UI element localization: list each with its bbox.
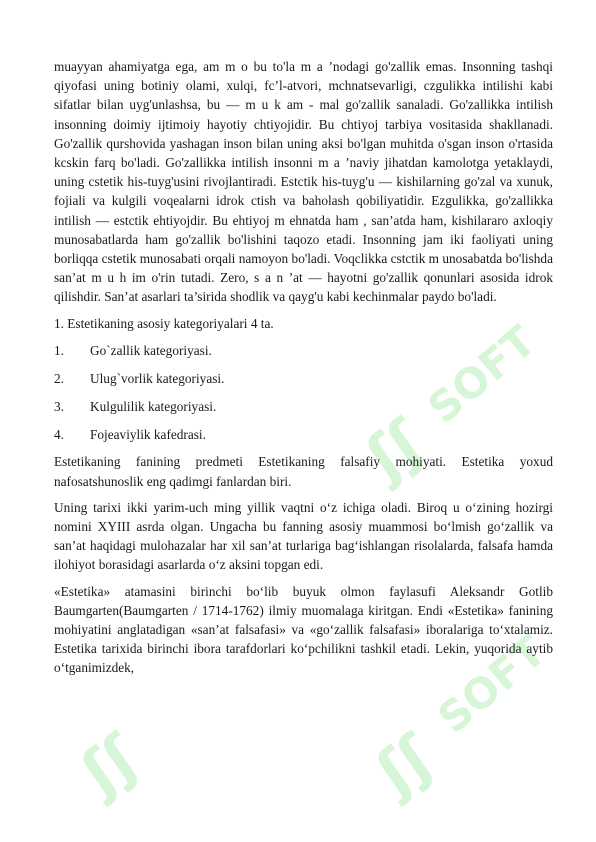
paragraph: muayyan ahamiyatga ega, am m o bu to'la m a ’nodagi go'zallik emas. Insonning tashqi qiyofasi uning botiniy olami, xulqi, fc’l-atvori, mchnatsevarligi, czgulikka intilishi kabi sifatlar bilan uyg'unlashsa, bu — m u k am - mal go'zallik sanaladi. Go'zallikka intilish insonning doimiy ijtimoiy hayotiy chtiyojidir. Bu chtiyoj tarbiya vositasida shakllanadi. Go'zallik qurshovida yashagan inson bilan uning aksi bo'lgan muhitda o'sgan inson o'rtasida kcskin farq bo'ladi. Go'zallikka intilish insonni m a ’naviy jihatdan kamolotga yetaklaydi, uning cstetik his-tuyg'usini rivojlantiradi. Estctik his-tuyg'u — kishilarning go'zal va xunuk, fojiali va kulgili voqealarni idrok ctish va baholash qobiliyatidir. Ezgulikka, go'zallikka intilish — estctik ehtiyojdir. Bu ehtiyoj m ehnatda ham , san’atda ham, kishilararo axloqiy munosabatlarda ham go'zallik bo'lishini taqozo etadi. Insonning jam iki faoliyati uning borliqqa cstetik munosabati orqali namoyon bo'ladi. Voqclikka cstctik m unosabatda bo'lishda san’at m u h im o'rin tutadi. Zero, s a n ’at — hayotni go'zallik qonunlari asosida idrok qilishdir. San’at asarlari ta’sirida shodlik va qayg'u kabi kechinmalar paydo bo'ladi.: [54, 59, 553, 305]
watermark-logo-glyph: ʃʃ: [354, 407, 436, 493]
watermark-brand-text: SOFT: [418, 316, 545, 433]
list-item-number: 2.: [54, 370, 64, 386]
list-item-number: 4.: [54, 426, 64, 442]
paragraph: «Estetika» atamasini birinchi bo‘lib buyuk olmon faylasufi Aleksandr Gotlib Baumgarten(Baumgarten / 1714-1762) ilmiy muomalaga kiritgan. Endi «Estetika» fanining mohiyatini anglatadigan «san’at falsafasi» va «go‘zallik falsafasi» iboralariga to‘xtalamiz. Estetika tarixida birinchi ibora tarafdorlari ko‘pchilikni tashkil etadi. Lekin, yuqorida aytib o‘tganimizdek,: [54, 583, 553, 676]
list-item-text: Kulgulilik kategoriyasi.: [90, 398, 217, 414]
list-item: [54, 369, 553, 388]
list-item: [54, 341, 553, 360]
list-item-text: Go`zallik kategoriyasi.: [90, 342, 212, 358]
list-item: [54, 397, 553, 416]
list-item-number: 1.: [54, 342, 64, 358]
paragraph: Estetikaning fanining predmeti Estetikaning falsafiy mohiyati. Estetika yoxud nafosatshunoslik eng qadimgi fanlardan biri.: [54, 454, 553, 489]
watermark-logo-glyph: ʃʃ: [364, 722, 446, 808]
list-intro: 1. Estetikaning asosiy kategoriyalari 4 ta.: [54, 315, 274, 331]
list-item-text: Fojeaviylik kafedrasi.: [90, 426, 206, 442]
list-item-text: Ulug`vorlik kategoriyasi.: [90, 370, 225, 386]
watermark-logo-glyph: ʃʃ: [69, 722, 151, 808]
body-text: [54, 57, 553, 685]
list-item: [54, 425, 553, 444]
watermark-brand-text: SOFT: [428, 626, 555, 743]
paragraph: Uning tarixi ikki yarim-uch ming yillik vaqtni o‘z ichiga oladi. Biroq u o‘zining hozirgi nomini XYIII asrda olgan. Ungacha bu fanning asosiy muammosi bo‘lmish go‘zallik va san’at haqidagi mulohazalar har xil san’at turlariga bag‘ishlangan risolalarda, falsafa hamda ilohiyot borasidagi asarlarda o‘z aksini topgan edi.: [54, 499, 553, 573]
list-item-number: 3.: [54, 398, 64, 414]
